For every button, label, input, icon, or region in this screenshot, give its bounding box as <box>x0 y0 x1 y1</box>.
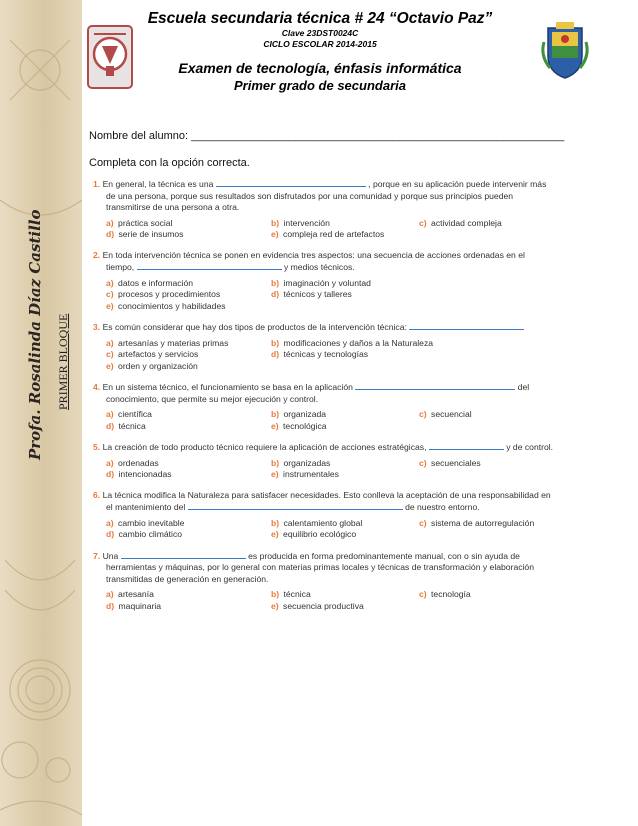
option-text: maquinaria <box>116 600 162 611</box>
answer-option[interactable] <box>271 349 566 361</box>
question-stem-end: y de control. <box>503 442 554 452</box>
answer-option[interactable] <box>271 218 419 230</box>
exam-header <box>120 10 520 93</box>
question-stem: La técnica modifica la Naturaleza para satisfacer necesidades. Esto conlleva la aceptación de una responsabilidad en el mantenimiento del <box>102 489 551 512</box>
crest-logo <box>540 22 590 80</box>
option-letter: e) <box>271 529 279 539</box>
option-text: organizadas <box>281 457 331 468</box>
option-grid <box>93 589 555 612</box>
answer-option[interactable] <box>106 301 271 313</box>
answer-option[interactable] <box>271 601 419 613</box>
option-letter: d) <box>271 289 280 299</box>
question-text <box>93 321 555 334</box>
answer-option[interactable] <box>271 409 419 421</box>
option-letter: e) <box>271 469 279 479</box>
question-number: 7. <box>93 550 103 561</box>
answer-option[interactable] <box>271 229 419 241</box>
answer-option[interactable] <box>271 289 566 301</box>
answer-option[interactable] <box>271 589 419 601</box>
option-grid <box>93 338 555 373</box>
answer-option[interactable] <box>419 458 569 470</box>
answer-option[interactable] <box>106 409 271 421</box>
option-text: compleja red de artefactos <box>280 229 385 239</box>
answer-option[interactable] <box>271 458 419 470</box>
answer-option[interactable] <box>106 458 271 470</box>
option-letter: c) <box>419 517 427 528</box>
option-text: calentamiento global <box>281 517 363 528</box>
answer-option[interactable] <box>106 278 271 290</box>
question-text <box>93 178 555 214</box>
option-text: técnicos y talleres <box>281 289 352 299</box>
option-letter: c) <box>106 349 114 359</box>
question-item <box>93 381 555 432</box>
answer-option[interactable] <box>106 289 271 301</box>
answer-option[interactable] <box>419 218 569 230</box>
option-text: tecnológica <box>280 420 327 431</box>
answer-option[interactable] <box>106 349 271 361</box>
answer-option[interactable] <box>106 601 271 613</box>
bloque-label: PRIMER BLOQUE <box>56 313 70 410</box>
option-text: instrumentales <box>280 469 339 479</box>
answer-option[interactable] <box>106 529 271 541</box>
option-grid <box>93 458 555 481</box>
student-name-field[interactable]: Nombre del alumno: _____________________________________________________________ <box>89 130 565 142</box>
option-text: conocimientos y habilidades <box>115 300 226 311</box>
option-text: técnicas y tecnologías <box>281 349 369 359</box>
option-letter: c) <box>419 409 427 419</box>
option-letter: c) <box>106 289 114 299</box>
question-text <box>93 441 555 454</box>
grade-level: Primer grado de secundaria <box>234 78 406 93</box>
option-text: procesos y procedimientos <box>115 289 221 299</box>
option-letter: a) <box>106 217 114 228</box>
answer-option[interactable] <box>271 278 566 290</box>
answer-blank[interactable] <box>355 381 515 390</box>
option-letter: b) <box>271 409 280 419</box>
option-letter: b) <box>271 337 280 348</box>
answer-option[interactable] <box>106 229 271 241</box>
option-text: intervención <box>281 217 330 228</box>
option-letter: d) <box>106 529 115 539</box>
option-letter: a) <box>106 589 114 599</box>
option-letter: d) <box>106 600 115 611</box>
question-item <box>93 490 555 541</box>
answer-blank[interactable] <box>137 261 282 270</box>
question-item <box>93 178 555 241</box>
option-letter: b) <box>271 517 280 528</box>
option-text: orden y organización <box>115 360 198 371</box>
question-stem-end: , porque en su aplicación puede intervenir más de una persona, porque sus resultados son disfrutados por una comunidad y porque sus principios pueden transmitirse de una persona a otra. <box>106 179 547 212</box>
question-number: 6. <box>93 489 103 500</box>
option-text: cambio climático <box>116 529 183 539</box>
question-stem: En un sistema técnico, el funcionamiento se basa en la aplicación <box>102 382 356 392</box>
option-text: secuencial <box>428 409 472 419</box>
answer-option[interactable] <box>271 518 419 530</box>
question-stem-end: de nuestro entorno. <box>402 502 480 512</box>
option-letter: e) <box>271 600 279 611</box>
answer-option[interactable] <box>271 421 419 433</box>
option-letter: c) <box>419 589 427 599</box>
question-item <box>93 550 555 613</box>
question-list <box>93 178 555 621</box>
question-text <box>93 490 555 514</box>
question-stem: Una <box>102 550 121 561</box>
option-text: sistema de autorregulación <box>428 517 535 528</box>
option-text: artesanías y materias primas <box>115 337 229 348</box>
question-stem: En general, la técnica es una <box>102 179 216 189</box>
option-letter: d) <box>271 349 280 359</box>
school-clave: Clave 23DST0024C <box>281 28 359 38</box>
option-text: técnica <box>281 589 311 599</box>
school-name: Escuela secundaria técnica # 24 “Octavio Paz” <box>147 10 493 27</box>
option-text: datos e información <box>115 277 194 288</box>
option-letter: b) <box>271 589 280 599</box>
option-text: técnica <box>116 420 146 431</box>
question-number: 5. <box>93 442 103 452</box>
option-grid <box>93 518 555 541</box>
instructions: Completa con la opción correcta. <box>89 157 250 169</box>
answer-blank[interactable] <box>121 550 246 559</box>
answer-option[interactable] <box>106 421 271 433</box>
answer-option[interactable] <box>419 409 569 421</box>
question-item <box>93 441 555 481</box>
option-grid <box>93 409 555 432</box>
option-text: serie de insumos <box>116 229 184 239</box>
option-letter: e) <box>271 420 279 431</box>
option-letter: a) <box>106 409 114 419</box>
option-letter: e) <box>106 360 114 371</box>
answer-blank[interactable] <box>216 178 366 187</box>
question-number: 2. <box>93 249 103 260</box>
option-grid <box>93 278 555 313</box>
answer-option[interactable] <box>106 361 271 373</box>
option-text: equilibrio ecológico <box>280 529 357 539</box>
option-grid <box>93 218 555 241</box>
option-letter: e) <box>271 229 279 239</box>
question-stem: Es común considerar que hay dos tipos de productos de la intervención técnica: <box>102 322 410 332</box>
option-text: secuenciales <box>428 457 481 468</box>
answer-option[interactable] <box>106 338 271 350</box>
option-text: artesanía <box>115 589 154 599</box>
answer-blank[interactable] <box>188 501 403 510</box>
answer-option[interactable] <box>106 218 271 230</box>
question-text <box>93 550 555 586</box>
question-stem-end: es producida en forma predominantemente manual, con o sin ayuda de herramientas y máquinas, por lo general con materias primas locales y técnicas de transformación y elaboración transmitidas de generación en generación. <box>106 550 534 584</box>
question-stem-end: del conocimiento, que permite su mejor ejecución y control. <box>106 382 530 404</box>
option-text: científica <box>115 409 152 419</box>
question-text <box>93 250 555 274</box>
option-text: ordenadas <box>115 457 159 468</box>
answer-blank[interactable] <box>429 441 504 450</box>
answer-option[interactable] <box>106 518 271 530</box>
option-letter: b) <box>271 457 280 468</box>
question-item <box>93 321 555 372</box>
question-number: 1. <box>93 179 103 189</box>
option-text: cambio inevitable <box>115 517 185 528</box>
option-letter: a) <box>106 277 114 288</box>
option-letter: d) <box>106 420 115 431</box>
question-text <box>93 381 555 405</box>
answer-option[interactable] <box>419 518 569 530</box>
option-text: actividad compleja <box>428 217 502 228</box>
option-letter: e) <box>106 300 114 311</box>
question-stem-end: y medios técnicos. <box>281 262 355 272</box>
question-stem: En toda intervención técnica se ponen en evidencia tres aspectos: una secuencia de acciones ordenadas en el tiempo, <box>102 249 525 272</box>
answer-option[interactable] <box>106 589 271 601</box>
answer-option[interactable] <box>419 589 569 601</box>
exam-title: Examen de tecnología, énfasis informática <box>178 60 462 76</box>
option-letter: b) <box>271 217 280 228</box>
teacher-name: Profa. Rosalinda Díaz Castillo <box>26 209 44 460</box>
option-letter: b) <box>271 277 280 288</box>
option-letter: a) <box>106 517 114 528</box>
decorative-sidebar <box>0 0 82 826</box>
question-item <box>93 250 555 313</box>
question-number: 4. <box>93 382 103 392</box>
answer-blank[interactable] <box>409 321 524 330</box>
school-cycle: CICLO ESCOLAR 2014-2015 <box>263 39 377 49</box>
option-text: tecnología <box>428 589 471 599</box>
answer-option[interactable] <box>271 529 419 541</box>
option-letter: a) <box>106 337 114 348</box>
option-text: imaginación y voluntad <box>281 277 371 288</box>
option-text: práctica social <box>115 217 173 228</box>
option-letter: d) <box>106 469 115 479</box>
answer-option[interactable] <box>271 469 419 481</box>
question-stem: La creación de todo producto técnico requiere la aplicación de acciones estratégicas, <box>102 442 429 452</box>
option-letter: c) <box>419 457 427 468</box>
option-text: modificaciones y daños a la Naturaleza <box>281 337 434 348</box>
option-letter: a) <box>106 457 114 468</box>
answer-option[interactable] <box>271 338 566 350</box>
option-text: secuencia productiva <box>280 600 364 611</box>
option-text: artefactos y servicios <box>115 349 199 359</box>
option-letter: d) <box>106 229 115 239</box>
answer-option[interactable] <box>106 469 271 481</box>
question-number: 3. <box>93 322 103 332</box>
option-text: intencionadas <box>116 469 172 479</box>
option-letter: c) <box>419 217 427 228</box>
option-text: organizada <box>281 409 327 419</box>
